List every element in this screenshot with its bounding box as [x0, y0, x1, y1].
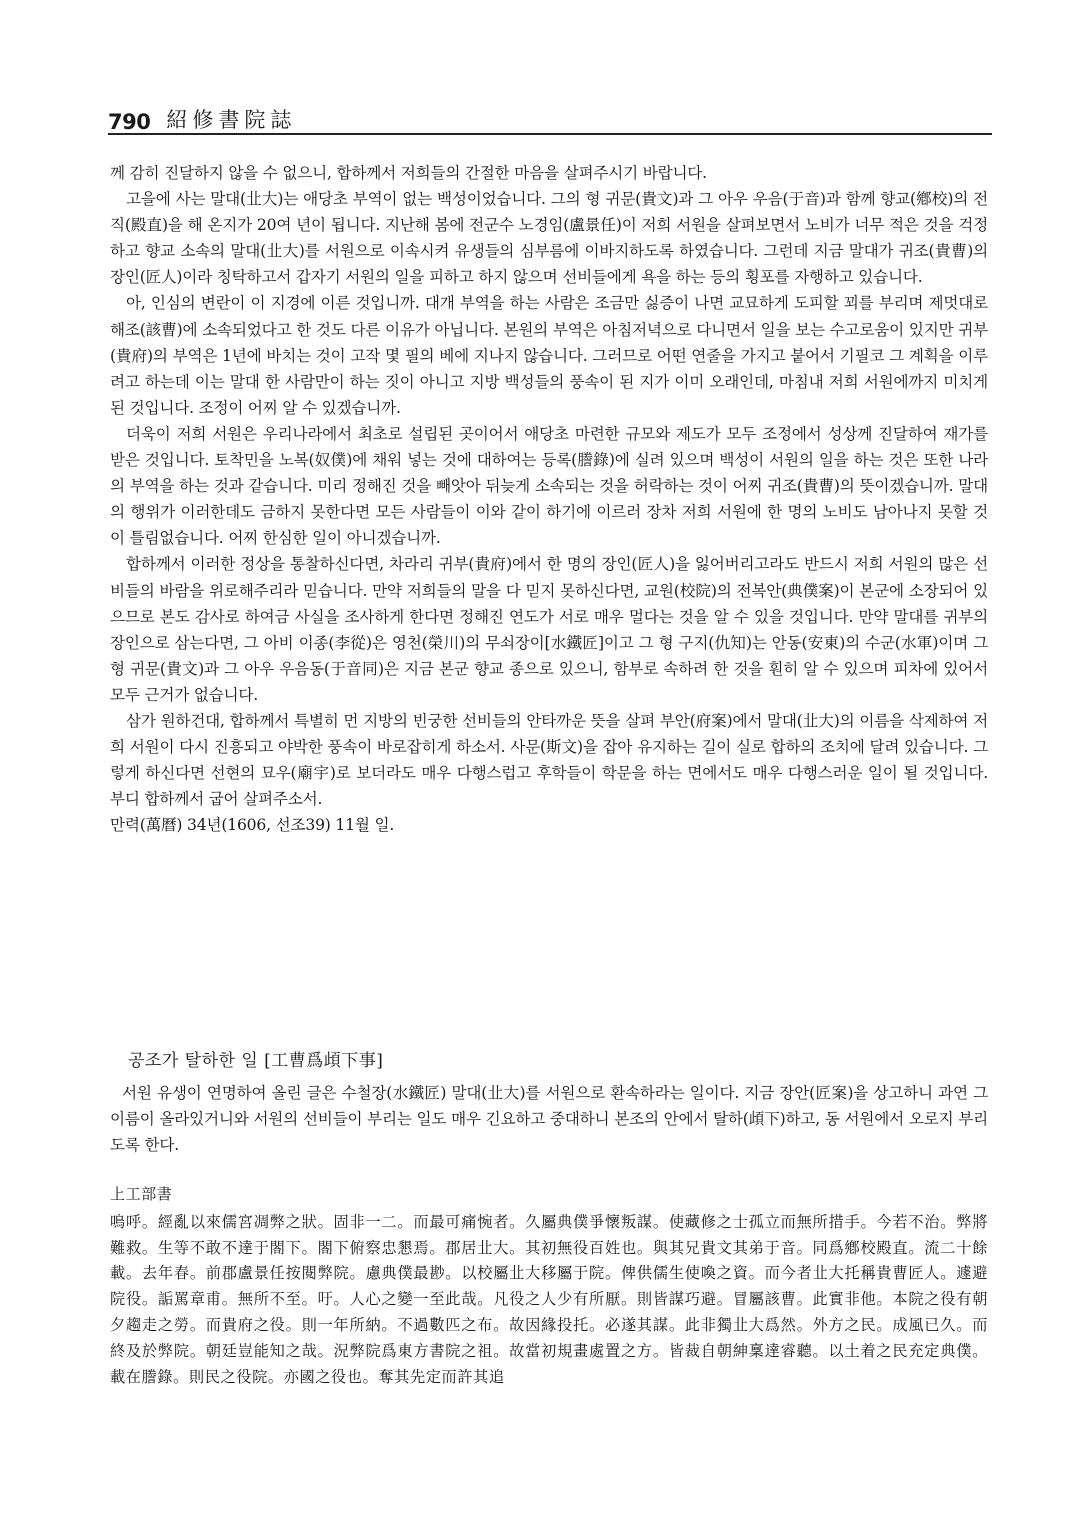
book-title: 紹修書院誌 [166, 108, 297, 132]
classical-text-block [110, 1182, 988, 1390]
body-paragraph: 아, 인심의 변란이 이 지경에 이른 것입니까. 대개 부역을 하는 사람은 조금만 싫증이 나면 교묘하게 도피할 꾀를 부리며 제멋대로 해조(該曹)에 소속되었다고 한 것도 다른 이유가 아닙니다. 본원의 부역은 아침저녁으로 다니면서 일을 보는 수고로움이 있지만 귀부(貴府)의 부역은 1년에 바치는 것이 고작 몇 필의 베에 지나지 않습니다. 그러므로 어떤 연줄을 가지고 붙어서 기필코 그 계획을 이루려고 하는데 이는 말대 한 사람만이 하는 짓이 아니고 지방 백성들의 풍속이 된 지가 이미 오래인데, 마침내 저희 서원에까지 미치게 된 것입니다. 조정이 어찌 알 수 있겠습니까. [110, 294, 988, 417]
body-paragraph: 고을에 사는 말대(㐀大)는 애당초 부역이 없는 백성이었습니다. 그의 형 귀문(貴文)과 그 아우 우음(于音)과 함께 향교(鄕校)의 전직(殿直)을 해 온지가 20여 년이 됩니다. 지난해 봄에 전군수 노경임(盧景任)이 저희 서원을 살펴보면서 노비가 너무 적은 것을 걱정하고 향교 소속의 말대(㐀大)를 서원으로 이속시켜 유생들의 심부름에 이바지하도록 하였습니다. 그런데 지금 말대가 귀조(貴曹)의 장인(匠人)이라 칭탁하고서 갑자기 서원의 일을 피하고 하지 않으며 선비들에게 욕을 하는 등의 횡포를 자행하고 있습니다. [110, 190, 988, 287]
date-line: 만력(萬曆) 34년(1606, 선조39) 11월 일. [110, 816, 395, 835]
body-paragraph: 합하께서 이러한 정상을 통찰하신다면, 차라리 귀부(貴府)에서 한 명의 장인(匠人)을 잃어버리고라도 반드시 저희 서원의 많은 선비들의 바람을 위로해주리라 믿습니다. 만약 저희들의 말을 다 믿지 못하신다면, 교원(校院)의 전복안(典僕案)이 본군에 소장되어 있으므로 본도 감사로 하여금 사실을 조사하게 한다면 정해진 연도가 서로 매우 멀다는 것을 알 수 있을 것입니다. 만약 말대를 귀부의 장인으로 삼는다면, 그 아비 이종(李從)은 영천(榮川)의 무쇠장이[水鐵匠]이고 그 형 구지(仇知)는 안동(安東)의 수군(水軍)이며 그 형 귀문(貴文)과 그 아우 우음동(于音同)은 지금 본군 향교 종으로 있으니, 함부로 속하려 한 것을 훤히 알 수 있으며 피차에 있어서 모두 근거가 없습니다. [110, 555, 988, 704]
page-number: 790 [108, 110, 151, 134]
section-paragraph: 서원 유생이 연명하여 올린 글은 수철장(水鐵匠) 말대(㐀大)를 서원으로 환속하라는 일이다. 지금 장안(匠案)을 상고하니 과연 그 이름이 올라있거니와 서원의 선비들이 부리는 일도 매우 긴요하고 중대하니 본조의 안에서 탈하(頉下)하고, 동 서원에서 오로지 부리도록 한다. [110, 1084, 988, 1155]
section-title: 공조가 탈하한 일 [工曹爲頉下事] [128, 1051, 384, 1071]
section-body [110, 1080, 988, 1158]
body-paragraph: 더욱이 저희 서원은 우리나라에서 최초로 설립된 곳이어서 애당초 마련한 규모와 제도가 모두 조정에서 성상께 진달하여 재가를 받은 것입니다. 토착민을 노복(奴僕)에 채워 넣는 것에 대하여는 등록(謄錄)에 실려 있으며 백성이 서원의 일을 하는 것은 또한 나라의 부역을 하는 것과 같습니다. 미리 정해진 것을 빼앗아 뒤늦게 소속되는 것을 허락하는 것이 어찌 귀조(貴曹)의 뜻이겠습니까. 말대의 행위가 이러한데도 금하지 못한다면 모든 사람들이 이와 같이 하기에 이르러 장차 저희 서원에 한 명의 노비도 남아나지 못할 것이 틀림없습니다. 어찌 한심한 일이 아니겠습니까. [110, 424, 988, 548]
main-body-text [110, 160, 988, 838]
page-header [108, 100, 988, 134]
header-rule [108, 133, 992, 135]
classical-title: 上工部書 [110, 1185, 173, 1203]
classical-text: 嗚呼。經亂以來儒宮凋弊之狀。固非一二。而最可痛惋者。久屬典僕爭懷叛謀。使藏修之士孤立而無所措手。今若不治。弊將難救。生等不敢不達于閤下。閤下俯察忠懇焉。郡居㐀大。其初無役百姓也。與其兄貴文其弟于音。同爲鄕校殿直。流二十餘載。去年春。前郡盧景任按閱弊院。慮典僕最尠。以校屬㐀大移屬于院。俾供儒生使喚之資。而今者㐀大托稱貴曹匠人。遽避院役。詬罵章甫。無所不至。吁。人心之變一至此哉。凡役之人少有所厭。則皆謀巧避。冒屬該曹。此實非他。本院之役有朝夕趨走之勞。而貴府之役。則一年所納。不過數匹之布。故因緣投托。必遂其謀。此非獨㐀大爲然。外方之民。成風已久。而終及於弊院。朝廷豈能知之哉。況弊院爲東方書院之祖。故當初規畫處置之方。皆裁自朝紳稟達睿聽。以土着之民充定典僕。載在謄錄。則民之役院。亦國之役也。奪其先定而許其追 [110, 1212, 988, 1386]
body-paragraph: 께 감히 진달하지 않을 수 없으니, 합하께서 저희들의 간절한 마음을 살펴주시기 바랍니다. [110, 164, 707, 182]
body-paragraph: 삼가 원하건대, 합하께서 특별히 먼 지방의 빈궁한 선비들의 안타까운 뜻을 살펴 부안(府案)에서 말대(㐀大)의 이름을 삭제하여 저희 서원이 다시 진흥되고 야박한 풍속이 바로잡히게 하소서. 사문(斯文)을 잡아 유지하는 길이 실로 합하의 조치에 달려 있습니다. 그렇게 하신다면 선현의 묘우(廟宇)로 보더라도 매우 다행스럽고 후학들이 학문을 하는 면에서도 매우 다행스러운 일이 될 것입니다. 부디 합하께서 굽어 살펴주소서. [110, 711, 988, 809]
